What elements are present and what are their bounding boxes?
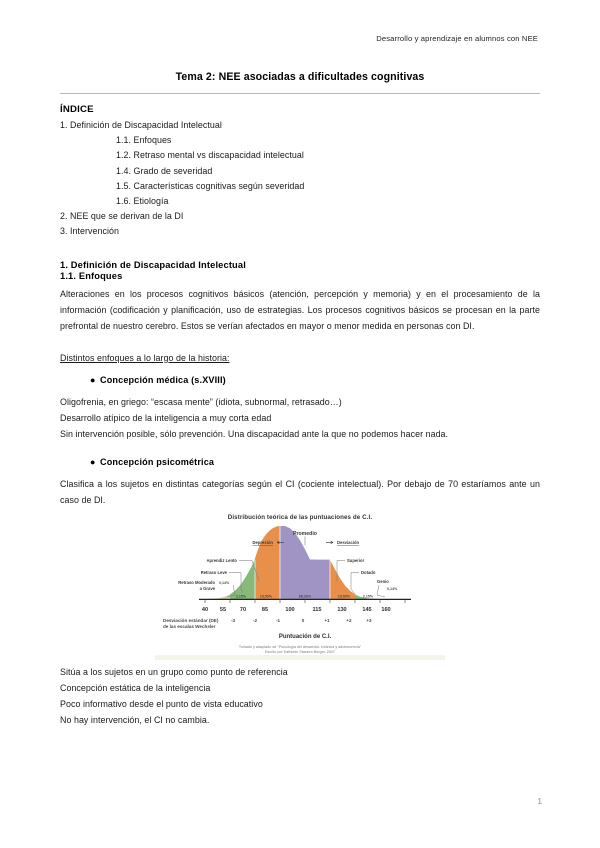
- sd-tick: +1: [324, 617, 330, 623]
- x-tick: 115: [312, 606, 322, 613]
- psicometrica-closing-line: Poco informativo desde el punto de vista educativo: [60, 698, 263, 709]
- section-1: [60, 260, 540, 334]
- psicometrica-closing-line: No hay intervención, el CI no cambia.: [60, 714, 210, 725]
- callout-depresion: Depresión: [252, 539, 273, 545]
- section-1-1-heading: 1.1. Enfoques: [60, 270, 123, 281]
- figure-source-line-1: Tomado y adaptado de "Psicología del desarrollo. Infancia y adolescencia": [238, 644, 362, 649]
- bullet-dot-icon: ●: [90, 456, 96, 467]
- pct-label: 13,59%: [337, 594, 351, 599]
- bullet-label: Concepción médica (s.XVIII): [100, 374, 226, 385]
- callout-superior: Superior: [347, 557, 365, 563]
- index-item: 1.1. Enfoques: [116, 135, 172, 146]
- bullet-dot-icon: ●: [90, 374, 96, 385]
- iq-distribution-figure: [155, 514, 445, 660]
- sd-tick: 0: [301, 617, 305, 623]
- index-item: 1.5. Características cognitivas según severidad: [116, 180, 305, 191]
- sd-axis-label-2: de las escalas Wechsler: [163, 623, 216, 629]
- running-head: Desarrollo y aprendizaje en alumnos con NEE: [376, 34, 538, 43]
- index-item: 3. Intervención: [60, 226, 119, 237]
- index-list: [60, 118, 540, 240]
- figure-source: [155, 645, 445, 655]
- sd-tick: -1: [275, 617, 281, 623]
- figure-source-line-2: Escrito por Kathleen Stassen Berger, 2007: [265, 649, 335, 654]
- pct-label-right-extreme: 0,14%: [387, 586, 398, 591]
- x-tick: 55: [219, 606, 227, 613]
- index-item: 1.4. Grado de severidad: [116, 165, 213, 176]
- index-item: 1. Definición de Discapacidad Intelectual: [60, 120, 222, 130]
- figure-bottom-strip: [155, 655, 445, 660]
- iq-distribution-chart: [155, 523, 445, 641]
- figure-canvas: [155, 523, 445, 641]
- x-tick-labels: [202, 607, 391, 613]
- psicometrica-paragraph: Clasifica a los sujetos en distintas categorías según el CI (cociente intelectual). Por debajo de 70 estaríamos ante un caso de DI.: [60, 478, 540, 505]
- x-tick: 160: [381, 606, 391, 613]
- x-tick: 100: [285, 606, 295, 613]
- psicometrica-closing-line: Sitúa a los sujetos en un grupo como punto de referencia: [60, 666, 288, 677]
- x-tick: 130: [337, 606, 347, 613]
- page-title: Tema 2: NEE asociadas a dificultades cognitivas: [175, 71, 425, 83]
- title-divider: [60, 93, 540, 94]
- callout-aprendiz-lento: Aprendiz Lento: [206, 557, 237, 563]
- x-tick: 145: [362, 606, 372, 613]
- callout-retraso-moderado: Retraso Moderado: [178, 579, 215, 585]
- pct-label: 2,15%: [362, 594, 374, 599]
- x-tick: 70: [239, 606, 247, 613]
- index-item: 1.6. Etiología: [116, 196, 169, 207]
- pct-label-left-extreme: 0,14%: [219, 580, 230, 585]
- sd-axis: [163, 618, 372, 629]
- bullet-concepcion-medica: [60, 372, 540, 388]
- index-item: 1.2. Retraso mental vs discapacidad intelectual: [116, 150, 304, 161]
- bullet-label: Concepción psicométrica: [100, 456, 215, 467]
- sd-axis-label-1: Desviación estándar (DE): [163, 617, 219, 623]
- pct-label: 13,59%: [259, 594, 273, 599]
- sd-tick: +3: [366, 617, 372, 623]
- psicometrica-closing-line: Concepción estática de la inteligencia: [60, 682, 211, 693]
- x-axis-title: Puntuación de C.I.: [278, 633, 332, 640]
- pct-label: 68,26%: [298, 594, 312, 599]
- sd-tick: -3: [230, 617, 236, 623]
- index-heading: ÍNDICE: [60, 104, 94, 115]
- x-tick: 85: [261, 606, 269, 613]
- callout-dotado: Dotado: [361, 569, 376, 575]
- x-tick: 40: [201, 606, 209, 613]
- medica-line: Oligofrenia, en griego: “escasa mente” (idiota, subnormal, retrasado…): [60, 396, 342, 407]
- figure-title: Distribución teórica de las puntuaciones de C.I.: [227, 513, 373, 521]
- sd-tick: -2: [252, 617, 258, 623]
- medica-line: Sin intervención posible, sólo prevención. Una discapacidad ante la que no podemos hacer nada.: [60, 428, 449, 439]
- callout-promedio: Promedio: [293, 530, 317, 537]
- medica-line: Desarrollo atípico de la inteligencia a muy corta edad: [60, 412, 272, 423]
- callout-a-grave: a Grave: [199, 585, 215, 591]
- section-1-heading: 1. Definición de Discapacidad Intelectual: [60, 259, 246, 270]
- page-number: 1: [537, 796, 542, 806]
- callout-genio: Genio: [377, 578, 389, 584]
- index-item: 2. NEE que se derivan de la DI: [60, 211, 184, 222]
- callout-retraso-leve: Retraso Leve: [200, 569, 227, 575]
- enfoques-lead: Distintos enfoques a lo largo de la historia:: [60, 352, 230, 363]
- callout-desviacion: Desviación: [337, 539, 360, 545]
- pct-label: 2,15%: [235, 594, 247, 599]
- section-1-1-paragraph: Alteraciones en los procesos cognitivos básicos (atención, percepción y memoria) y en el procesamiento de la información (codificación y planificación, uso de estrategias. Los procesos cognitivos básicos se procesan en la parte prefrontal de nuestro cerebro. Estos se verían afectados en mayor o menor medida en personas con DI.: [60, 288, 540, 331]
- bullet-concepcion-psicometrica: [60, 454, 540, 470]
- sd-tick: +2: [346, 617, 352, 623]
